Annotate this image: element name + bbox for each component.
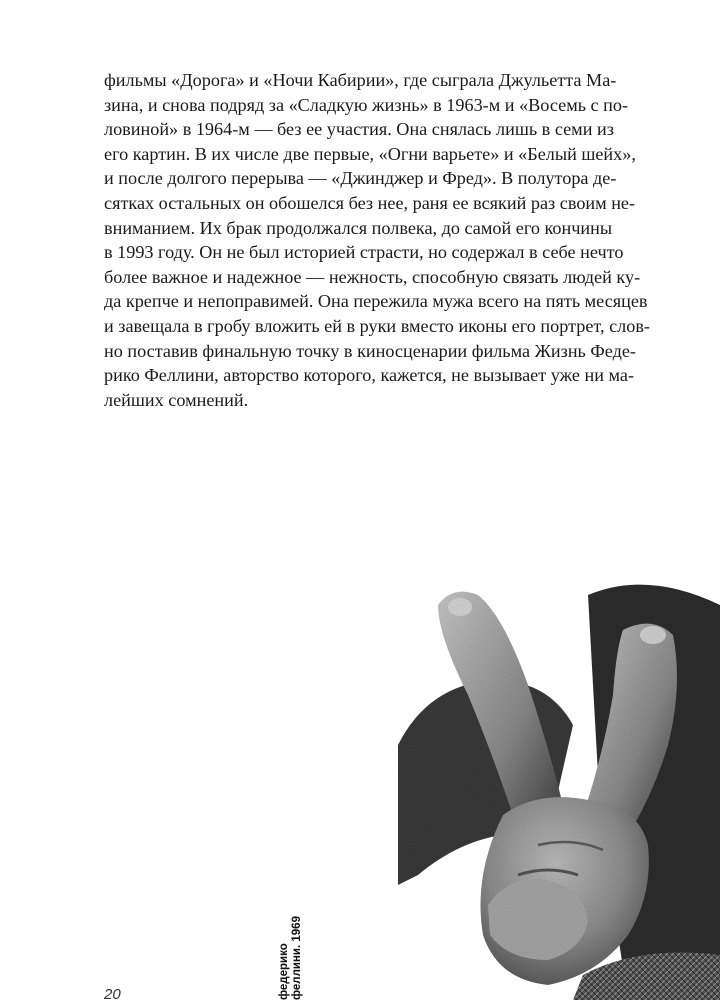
text-line: и завещала в гробу вложить ей в руки вместо иконы его портрет, слов- (104, 315, 650, 336)
text-line: более важное и надежное — нежность, способную связать людей ку- (104, 266, 641, 287)
text-line: рико Феллини, авторство которого, кажется, не вызывает уже ни ма- (104, 365, 635, 386)
text-line: лейших сомнений. (104, 389, 249, 410)
text-line: вниманием. Их брак продолжался полвека, до самой его кончины (104, 217, 613, 238)
caption-line-2: феллини. 1969 (291, 916, 303, 1000)
text-line: но поставив финальную точку в киносценарии фильма Жизнь Феде- (104, 340, 636, 361)
text-line: сятках остальных он обошелся без нее, раня ее всякий раз своим не- (104, 192, 636, 213)
text-line: и после долгого перерыва — «Джинджер и Фред». В полутора де- (104, 168, 617, 189)
photo-caption (278, 916, 304, 1000)
text-line: да крепче и непоправимей. Она пережила мужа всего на пять месяцев (104, 291, 648, 312)
text-line: зина, и снова подряд за «Сладкую жизнь» в 1963-м и «Восемь с по- (104, 94, 629, 115)
page-number: 20 (104, 986, 121, 1003)
hand-gesture-photo (398, 575, 720, 1000)
body-paragraph (104, 68, 650, 412)
text-line: в 1993 году. Он не был историей страсти, но содержал в себе нечто (104, 242, 624, 263)
caption-line-1: федерико (278, 943, 290, 1000)
text-line: фильмы «Дорога» и «Ночи Кабирии», где сыграла Джульетта Ма- (104, 70, 617, 90)
text-line: его картин. В их числе две первые, «Огни варьете» и «Белый шейх», (104, 143, 636, 164)
text-line: ловиной» в 1964-м — без ее участия. Она снялась лишь в семи из (104, 119, 614, 140)
